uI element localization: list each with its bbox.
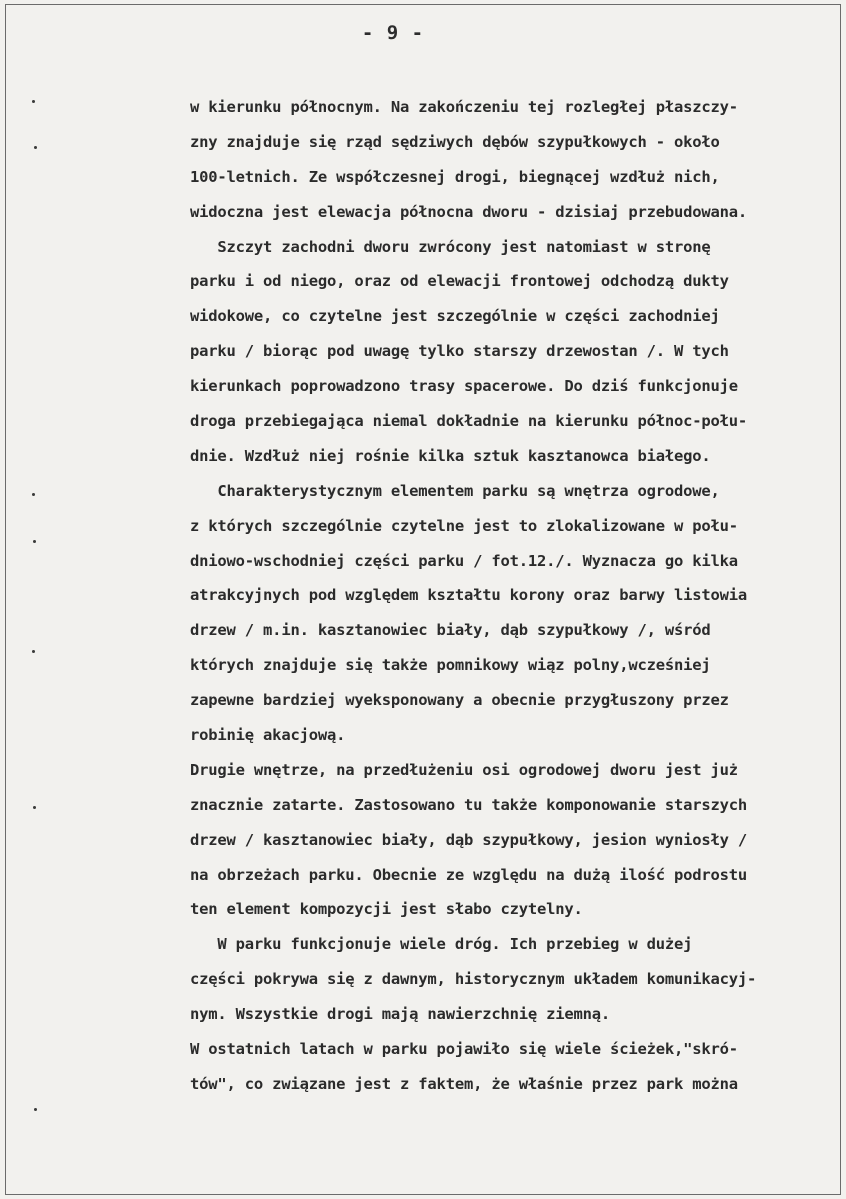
text-line: droga przebiegająca niemal dokładnie na kierunku północ-połu-: [190, 412, 748, 431]
text-line: parku i od niego, oraz od elewacji frontowej odchodzą dukty: [190, 272, 729, 291]
margin-mark: [32, 650, 35, 653]
text-line: atrakcyjnych pod względem kształtu korony oraz barwy listowia: [190, 586, 748, 605]
text-line: zapewne bardziej wyeksponowany a obecnie przygłuszony przez: [190, 691, 729, 710]
text-line: drzew / kasztanowiec biały, dąb szypułkowy, jesion wyniosły /: [190, 830, 748, 849]
margin-mark: [33, 540, 36, 543]
text-line: na obrzeżach parku. Obecnie ze względu na dużą ilość podrostu: [190, 865, 748, 884]
text-line: kierunkach poprowadzono trasy spacerowe. Do dziś funkcjonuje: [190, 377, 738, 396]
text-line: widoczna jest elewacja północna dworu - dzisiaj przebudowana.: [190, 202, 748, 221]
text-line: widokowe, co czytelne jest szczególnie w części zachodniej: [190, 307, 720, 326]
text-line: Charakterystycznym elementem parku są wnętrza ogrodowe,: [190, 481, 720, 500]
text-line: drzew / m.in. kasztanowiec biały, dąb szypułkowy /, wśród: [190, 621, 711, 640]
page-number: - 9 -: [361, 22, 425, 44]
text-line: W parku funkcjonuje wiele dróg. Ich przebieg w dużej: [190, 935, 693, 954]
text-line: 100-letnich. Ze współczesnej drogi, biegnącej wzdłuż nich,: [190, 167, 720, 186]
text-line: części pokrywa się z dawnym, historycznym układem komunikacyj-: [190, 970, 757, 989]
typewritten-text: [190, 90, 842, 1102]
text-line: nym. Wszystkie drogi mają nawierzchnię ziemną.: [190, 1005, 611, 1024]
text-line: ten element kompozycji jest słabo czytelny.: [190, 900, 583, 919]
margin-mark: [34, 146, 37, 149]
text-line: Drugie wnętrze, na przedłużeniu osi ogrodowej dworu jest już: [190, 760, 738, 779]
text-line: z których szczególnie czytelne jest to zlokalizowane w połu-: [190, 516, 738, 535]
text-line: dniowo-wschodniej części parku / fot.12./. Wyznacza go kilka: [190, 551, 738, 570]
text-line: W ostatnich latach w parku pojawiło się wiele ścieżek,"skró-: [190, 1040, 738, 1059]
margin-mark: [34, 1108, 37, 1111]
text-line: zny znajduje się rząd sędziwych dębów szypułkowych - około: [190, 132, 720, 151]
text-line: robinię akacjową.: [190, 726, 346, 745]
margin-mark: [33, 806, 36, 809]
text-line: parku / biorąc pod uwagę tylko starszy drzewostan /. W tych: [190, 342, 729, 361]
margin-mark: [32, 100, 35, 103]
text-line: Szczyt zachodni dworu zwrócony jest natomiast w stronę: [190, 237, 711, 256]
text-line: których znajduje się także pomnikowy wiąz polny,wcześniej: [190, 656, 711, 675]
text-line: dnie. Wzdłuż niej rośnie kilka sztuk kasztanowca białego.: [190, 446, 711, 465]
text-line: w kierunku północnym. Na zakończeniu tej rozległej płaszczy-: [190, 98, 738, 116]
text-line: znacznie zatarte. Zastosowano tu także komponowanie starszych: [190, 795, 748, 814]
margin-mark: [32, 493, 35, 496]
text-line: tów", co związane jest z faktem, że właśnie przez park można: [190, 1074, 738, 1093]
